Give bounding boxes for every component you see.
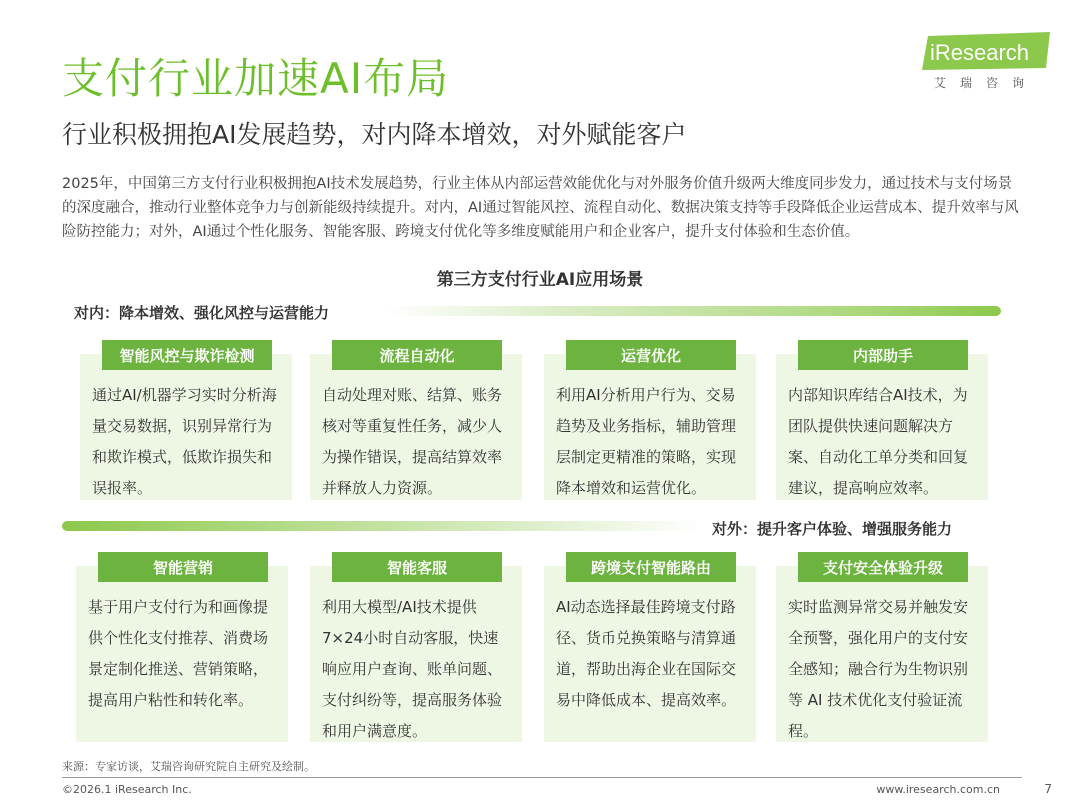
- card-body: 实时监测异常交易并触发安全预警，强化用户的支付安全感知；融合行为生物识别等 AI 技术优化支付验证流程。: [788, 598, 969, 740]
- card-body: 自动处理对账、结算、账务核对等重复性任务，减少人为操作错误，提高结算效率并释放人力资源。: [322, 386, 503, 497]
- external-card: [76, 558, 288, 742]
- copyright-text: ©2026.1 iResearch Inc.: [62, 783, 192, 796]
- internal-section-bar: [385, 306, 1001, 316]
- logo-subtitle: 艾瑞咨询: [934, 76, 1039, 90]
- external-card: [310, 558, 522, 742]
- card-body: 内部知识库结合AI技术，为团队提供快速问题解决方案、自动化工单分类和回复建议，提高响应效率。: [788, 386, 969, 497]
- page-subtitle: 行业积极拥抱AI发展趋势，对内降本增效，对外赋能客户: [62, 120, 687, 149]
- scenario-title: 第三方支付行业AI应用场景: [436, 270, 644, 290]
- internal-card: [776, 346, 988, 500]
- card-title: 智能客服: [332, 552, 502, 582]
- internal-card: [310, 346, 522, 500]
- external-section-bar: [62, 521, 702, 531]
- external-section-label: 对外：提升客户体验、增强服务能力: [712, 520, 953, 538]
- card-body: 通过AI/机器学习实时分析海量交易数据，识别异常行为和欺诈模式，低欺诈损失和误报率。: [92, 386, 277, 497]
- card-title: 内部助手: [798, 340, 968, 370]
- website-link[interactable]: www.iresearch.com.cn: [876, 783, 1000, 796]
- card-title: 支付安全体验升级: [798, 552, 968, 582]
- card-title: 智能风控与欺诈检测: [102, 340, 272, 370]
- card-title: 智能营销: [98, 552, 268, 582]
- internal-section-label: 对内：降本增效、强化风控与运营能力: [74, 304, 330, 322]
- card-title: 流程自动化: [332, 340, 502, 370]
- internal-card: [80, 346, 292, 500]
- external-card: [776, 558, 988, 742]
- page-title: 支付行业加速AI布局: [62, 54, 450, 103]
- external-card: [544, 558, 756, 742]
- iresearch-logo: [922, 32, 1052, 94]
- internal-card: [544, 346, 756, 500]
- card-title: 运营优化: [566, 340, 736, 370]
- card-body: AI动态选择最佳跨境支付路径、货币兑换策略与清算通道，帮助出海企业在国际交易中降低成本、提高效率。: [556, 598, 737, 709]
- card-body: 基于用户支付行为和画像提供个性化支付推荐、消费场景定制化推送、营销策略，提高用户粘性和转化率。: [88, 598, 269, 709]
- source-note: 来源：专家访谈，艾瑞咨询研究院自主研究及绘制。: [62, 760, 315, 773]
- footer-divider: [62, 777, 1022, 778]
- intro-paragraph: 2025年，中国第三方支付行业积极拥抱AI技术发展趋势，行业主体从内部运营效能优化与对外服务价值升级两大维度同步发力，通过技术与支付场景的深度融合，推动行业整体竞争力与创新能级持续提升。对内，AI通过智能风控、流程自动化、数据决策支持等手段降低企业运营成本、提升效率与风险防控能力；对外，AI通过个性化服务、智能客服、跨境支付优化等多维度赋能用户和企业客户，提升支付体验和生态价值。: [62, 176, 1019, 240]
- card-body: 利用大模型/AI技术提供7×24小时自动客服，快速响应用户查询、账单问题、支付纠纷等，提高服务体验和用户满意度。: [322, 598, 503, 740]
- card-body: 利用AI分析用户行为、交易趋势及业务指标，辅助管理层制定更精准的策略，实现降本增效和运营优化。: [556, 386, 737, 497]
- logo-badge-icon: [922, 32, 1050, 70]
- logo-text: iResearch: [930, 40, 1030, 65]
- card-title: 跨境支付智能路由: [566, 552, 736, 582]
- page-number: 7: [1044, 782, 1052, 796]
